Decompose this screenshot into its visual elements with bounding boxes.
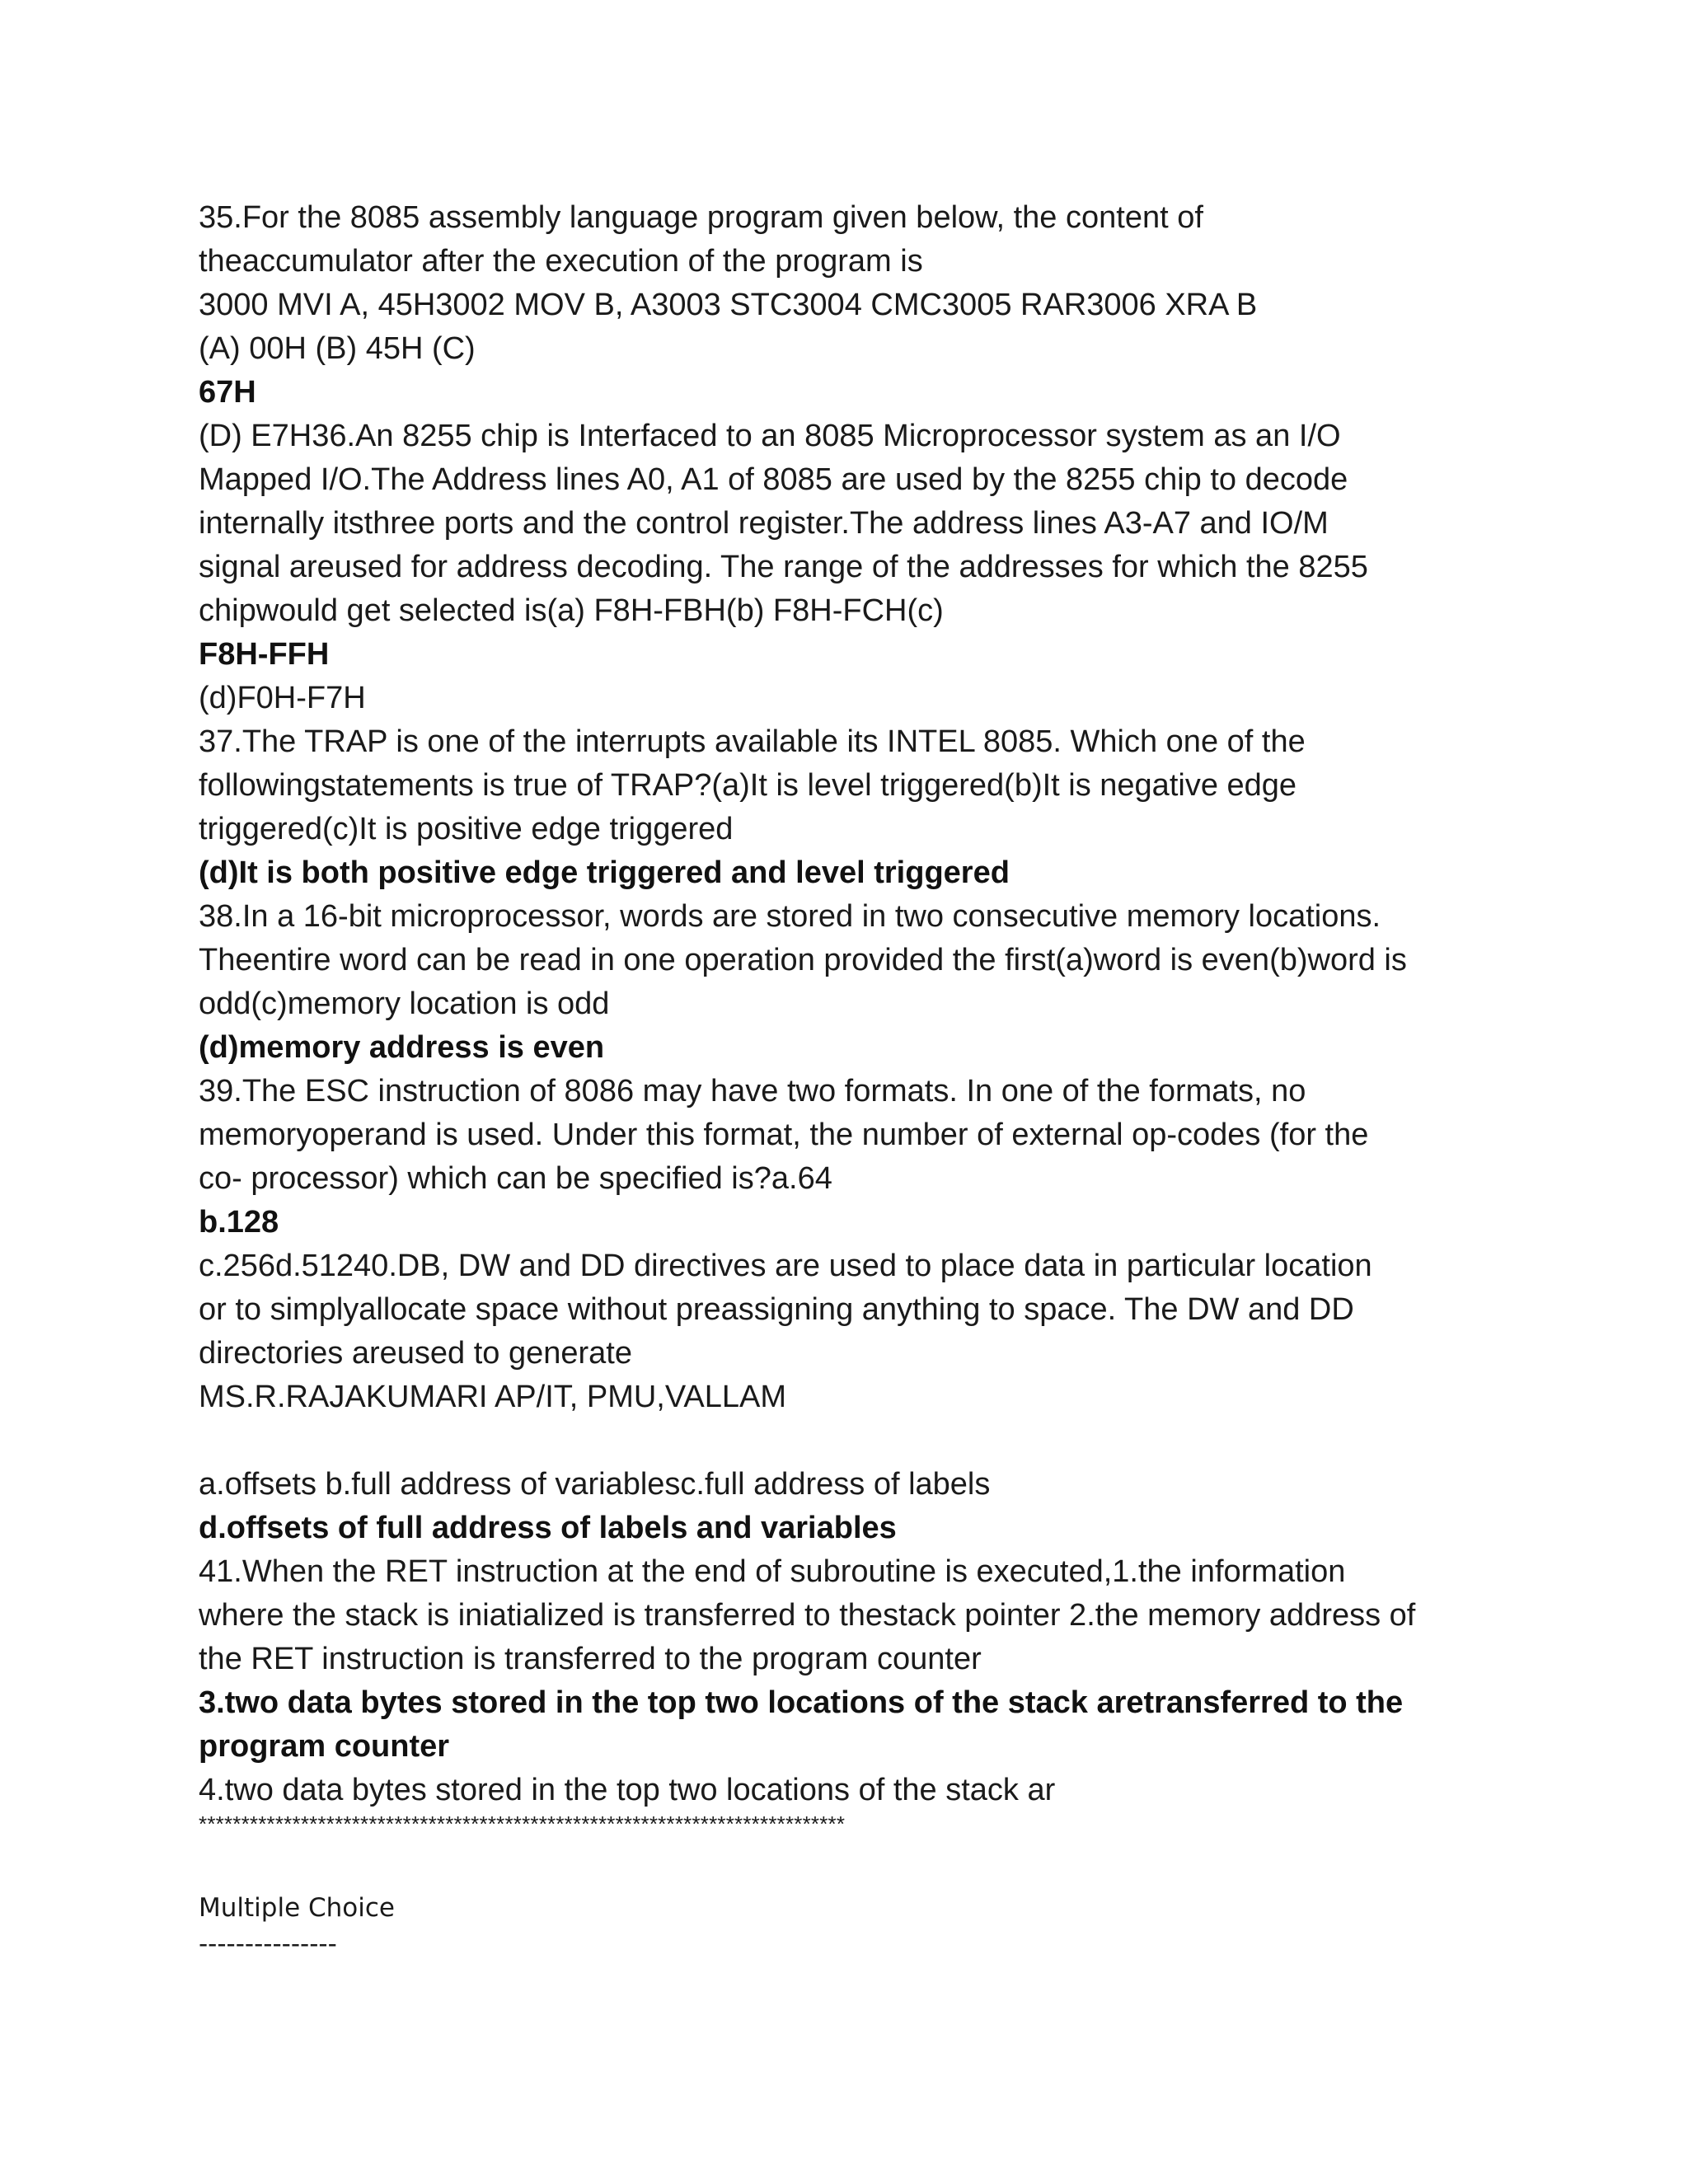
separator-line: **************************************************************************** bbox=[199, 1812, 846, 1836]
text-line: or to simplyallocate space without preassigning anything to space. The DW and DD bbox=[199, 1292, 1354, 1327]
answer-line: (d)memory address is even bbox=[199, 1030, 605, 1065]
answer-line: 67H bbox=[199, 375, 256, 410]
text-line: MS.R.RAJAKUMARI AP/IT, PMU,VALLAM bbox=[199, 1380, 787, 1414]
text-line: memoryoperand is used. Under this format, the number of external op-codes (for the bbox=[199, 1118, 1369, 1152]
text-line: (D) E7H36.An 8255 chip is Interfaced to an 8085 Microprocessor system as an I/O bbox=[199, 419, 1341, 453]
footer-title: Multiple Choice bbox=[199, 1893, 395, 1923]
text-line: odd(c)memory location is odd bbox=[199, 987, 610, 1021]
answer-line: (d)It is both positive edge triggered and level triggered bbox=[199, 855, 1010, 890]
footer-rule: --------------- bbox=[199, 1929, 337, 1959]
answer-line: 3.two data bytes stored in the top two locations of the stack aretransferred to the bbox=[199, 1685, 1404, 1720]
blank-line bbox=[199, 1419, 1517, 1463]
text-line: 4.two data bytes stored in the top two locations of the stack ar bbox=[199, 1773, 1056, 1807]
text-line: where the stack is iniatialized is transferred to thestack pointer 2.the memory address of bbox=[199, 1598, 1416, 1633]
text-line: Theentire word can be read in one operation provided the first(a)word is even(b)word is bbox=[199, 943, 1407, 977]
text-line: triggered(c)It is positive edge triggered bbox=[199, 812, 734, 846]
text-line: 3000 MVI A, 45H3002 MOV B, A3003 STC3004 CMC3005 RAR3006 XRA B bbox=[199, 288, 1258, 322]
text-line: 39.The ESC instruction of 8086 may have two formats. In one of the formats, no bbox=[199, 1074, 1306, 1108]
answer-line: F8H-FFH bbox=[199, 637, 330, 672]
text-line: the RET instruction is transferred to the program counter bbox=[199, 1642, 982, 1676]
text-line: 38.In a 16-bit microprocessor, words are stored in two consecutive memory locations. bbox=[199, 899, 1381, 934]
text-line: (d)F0H-F7H bbox=[199, 681, 366, 715]
text-line: a.offsets b.full address of variablesc.full address of labels bbox=[199, 1467, 991, 1502]
text-line: 41.When the RET instruction at the end of subroutine is executed,1.the information bbox=[199, 1554, 1346, 1589]
text-line: 35.For the 8085 assembly language program given below, the content of bbox=[199, 200, 1203, 235]
text-line: theaccumulator after the execution of the program is bbox=[199, 244, 923, 279]
answer-line: b.128 bbox=[199, 1205, 279, 1240]
answer-line: program counter bbox=[199, 1729, 450, 1764]
text-line: c.256d.51240.DB, DW and DD directives are used to place data in particular location bbox=[199, 1249, 1372, 1283]
document-body bbox=[199, 196, 1517, 1842]
answer-line: d.offsets of full address of labels and variables bbox=[199, 1511, 897, 1545]
text-line: 37.The TRAP is one of the interrupts available its INTEL 8085. Which one of the bbox=[199, 724, 1306, 759]
text-line: directories areused to generate bbox=[199, 1336, 632, 1371]
text-line: chipwould get selected is(a) F8H-FBH(b) F8H-FCH(c) bbox=[199, 593, 944, 628]
text-line: internally itsthree ports and the control register.The address lines A3-A7 and IO/M bbox=[199, 506, 1329, 541]
text-line: co- processor) which can be specified is?a.64 bbox=[199, 1161, 832, 1196]
text-line: signal areused for address decoding. The range of the addresses for which the 8255 bbox=[199, 550, 1368, 584]
text-line: (A) 00H (B) 45H (C) bbox=[199, 331, 476, 366]
text-line: followingstatements is true of TRAP?(a)It is level triggered(b)It is negative edge bbox=[199, 768, 1297, 803]
text-line: Mapped I/O.The Address lines A0, A1 of 8085 are used by the 8255 chip to decode bbox=[199, 462, 1348, 497]
document-footer bbox=[199, 1890, 395, 1962]
